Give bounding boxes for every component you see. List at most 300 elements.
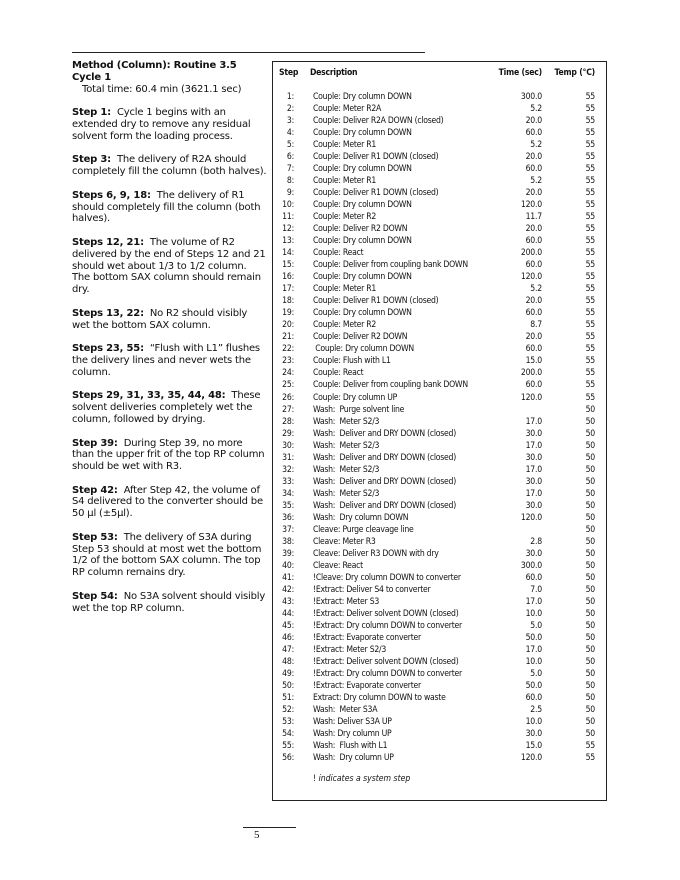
row-time: 7.0 bbox=[530, 584, 542, 595]
row-temp: 50 bbox=[585, 717, 595, 728]
table-row bbox=[273, 367, 606, 379]
row-temp: 55 bbox=[585, 212, 595, 223]
row-description: Couple: Deliver R1 DOWN (closed) bbox=[313, 152, 439, 163]
row-temp: 50 bbox=[585, 404, 595, 415]
steps-table bbox=[272, 61, 607, 801]
row-time: 30.0 bbox=[525, 452, 542, 463]
table-row bbox=[273, 548, 606, 560]
header-step: Step bbox=[279, 68, 299, 78]
row-step: 28: bbox=[282, 416, 294, 427]
row-step: 1: bbox=[286, 92, 294, 102]
row-step: 25: bbox=[282, 380, 294, 391]
row-time: 60.0 bbox=[525, 344, 542, 355]
row-temp: 50 bbox=[585, 464, 595, 475]
table-row bbox=[273, 560, 606, 572]
row-time: 15.0 bbox=[525, 741, 542, 752]
row-step: 22: bbox=[282, 344, 294, 355]
row-temp: 50 bbox=[585, 693, 595, 703]
row-description: Couple: Deliver R2A DOWN (closed) bbox=[313, 116, 444, 127]
row-step: 21: bbox=[282, 332, 294, 343]
row-time: 30.0 bbox=[525, 500, 542, 511]
note-paragraph bbox=[72, 190, 267, 225]
table-row bbox=[273, 740, 606, 752]
note-label: Steps 12, 21: bbox=[72, 236, 144, 248]
row-description: Wash: Deliver and DRY DOWN (closed) bbox=[313, 500, 456, 511]
row-temp: 55 bbox=[585, 92, 595, 102]
note-label: Steps 6, 9, 18: bbox=[72, 189, 151, 201]
row-description: Couple: Deliver from coupling bank DOWN bbox=[313, 260, 468, 271]
row-description: Couple: Meter R2 bbox=[313, 320, 377, 331]
row-temp: 55 bbox=[585, 200, 595, 211]
row-temp: 55 bbox=[585, 260, 595, 271]
row-time: 2.5 bbox=[530, 705, 542, 716]
row-time: 200.0 bbox=[520, 368, 542, 379]
row-step: 15: bbox=[282, 260, 294, 271]
row-step: 23: bbox=[282, 356, 294, 367]
note-text: The delivery of S3A during Step 53 should at most wet the bottom 1/2 of the bottom SAX column. The top RP column remains dry. bbox=[72, 531, 262, 579]
row-time: 10.0 bbox=[525, 656, 542, 667]
note-text: The volume of R2 delivered by the end of Steps 12 and 21 should wet about 1/3 to 1/2 column. The bottom SAX column should remain dry. bbox=[72, 236, 266, 296]
row-step: 55: bbox=[282, 741, 294, 752]
row-time: 8.7 bbox=[530, 320, 542, 331]
row-temp: 55 bbox=[585, 753, 595, 764]
note-text: The delivery of R1 should completely fill the column (both halves). bbox=[72, 189, 261, 225]
row-time: 50.0 bbox=[525, 632, 542, 643]
note-paragraph bbox=[72, 343, 267, 378]
row-time: 10.0 bbox=[525, 717, 542, 728]
row-time: 300.0 bbox=[520, 92, 542, 102]
row-step: 19: bbox=[282, 308, 294, 319]
row-step: 34: bbox=[282, 488, 294, 499]
table-row bbox=[273, 355, 606, 367]
row-description: Wash: Deliver and DRY DOWN (closed) bbox=[313, 476, 456, 487]
row-time: 120.0 bbox=[520, 512, 542, 523]
row-step: 48: bbox=[282, 656, 294, 667]
row-description: Couple: Dry column DOWN bbox=[313, 344, 414, 355]
table-row bbox=[273, 307, 606, 319]
row-time: 120.0 bbox=[520, 272, 542, 283]
row-time: 5.2 bbox=[530, 104, 542, 115]
row-description: Wash: Meter S2/3 bbox=[313, 416, 380, 427]
table-row bbox=[273, 608, 606, 620]
row-step: 45: bbox=[282, 620, 294, 631]
table-row bbox=[273, 584, 606, 596]
table-row bbox=[273, 632, 606, 644]
note-text: The delivery of R2A should completely fill the column (both halves). bbox=[72, 154, 267, 178]
table-row bbox=[273, 728, 606, 740]
row-description: Couple: Deliver R2 DOWN bbox=[313, 224, 408, 235]
table-row bbox=[273, 596, 606, 608]
row-step: 31: bbox=[282, 452, 294, 463]
row-description: !Extract: Dry column DOWN to converter bbox=[313, 668, 462, 679]
row-step: 17: bbox=[282, 284, 294, 295]
row-step: 18: bbox=[282, 296, 294, 307]
header-temp: Temp (°C) bbox=[554, 68, 595, 78]
row-step: 44: bbox=[282, 608, 294, 619]
table-row bbox=[273, 656, 606, 668]
row-description: Wash: Meter S2/3 bbox=[313, 464, 380, 475]
row-description: Couple: Dry column DOWN bbox=[313, 272, 412, 283]
row-temp: 55 bbox=[585, 224, 595, 235]
row-time: 30.0 bbox=[525, 428, 542, 439]
row-step: 20: bbox=[282, 320, 294, 331]
row-description: Cleave: Deliver R3 DOWN with dry bbox=[313, 548, 439, 559]
table-row bbox=[273, 452, 606, 464]
method-title-line1: Method (Column): Routine 3.5 bbox=[72, 60, 237, 71]
row-description: Couple: React bbox=[313, 368, 364, 379]
table-row bbox=[273, 91, 606, 103]
row-step: 6: bbox=[286, 152, 294, 163]
table-row bbox=[273, 115, 606, 127]
note-label: Step 53: bbox=[72, 531, 118, 543]
table-row bbox=[273, 716, 606, 728]
note-label: Step 1: bbox=[72, 107, 111, 119]
row-time: 60.0 bbox=[525, 260, 542, 271]
table-row bbox=[273, 163, 606, 175]
row-time: 5.2 bbox=[530, 176, 542, 187]
header-time: Time (sec) bbox=[498, 68, 542, 78]
note-label: Step 54: bbox=[72, 590, 118, 602]
row-description: Couple: Dry column DOWN bbox=[313, 92, 412, 102]
row-temp: 55 bbox=[585, 356, 595, 367]
row-time: 5.0 bbox=[530, 668, 542, 679]
row-temp: 55 bbox=[585, 116, 595, 127]
row-step: 47: bbox=[282, 644, 294, 655]
total-time: Total time: 60.4 min (3621.1 sec) bbox=[82, 83, 242, 95]
row-description: Couple: Dry column UP bbox=[313, 392, 398, 403]
table-row bbox=[273, 343, 606, 355]
row-time: 60.0 bbox=[525, 236, 542, 247]
row-time: 60.0 bbox=[525, 380, 542, 391]
table-row bbox=[273, 283, 606, 295]
row-time: 17.0 bbox=[525, 416, 542, 427]
row-temp: 50 bbox=[585, 560, 595, 571]
row-description: Couple: Deliver from coupling bank DOWN bbox=[313, 380, 468, 391]
row-temp: 50 bbox=[585, 548, 595, 559]
row-step: 12: bbox=[282, 224, 294, 235]
row-time: 200.0 bbox=[520, 248, 542, 259]
row-time: 120.0 bbox=[520, 753, 542, 764]
row-description: Wash: Dry column DOWN bbox=[313, 512, 409, 523]
row-step: 9: bbox=[286, 188, 294, 199]
row-step: 41: bbox=[282, 572, 294, 583]
table-row bbox=[273, 752, 606, 764]
row-description: Wash: Meter S3A bbox=[313, 705, 378, 716]
row-step: 35: bbox=[282, 500, 294, 511]
table-row bbox=[273, 139, 606, 151]
row-time: 120.0 bbox=[520, 200, 542, 211]
table-row bbox=[273, 692, 606, 704]
row-temp: 50 bbox=[585, 428, 595, 439]
table-row bbox=[273, 187, 606, 199]
row-description: !Cleave: Dry column DOWN to converter bbox=[313, 572, 461, 583]
row-temp: 55 bbox=[585, 380, 595, 391]
row-temp: 55 bbox=[585, 741, 595, 752]
row-temp: 55 bbox=[585, 152, 595, 163]
row-step: 50: bbox=[282, 680, 294, 691]
row-step: 43: bbox=[282, 596, 294, 607]
row-temp: 50 bbox=[585, 488, 595, 499]
note-text: After Step 42, the volume of S4 delivered to the converter should be 50 µl (±5µl). bbox=[72, 484, 263, 520]
row-time: 5.2 bbox=[530, 140, 542, 151]
row-step: 32: bbox=[282, 464, 294, 475]
note-paragraph bbox=[72, 438, 267, 473]
row-temp: 55 bbox=[585, 236, 595, 247]
row-time: 20.0 bbox=[525, 188, 542, 199]
table-row bbox=[273, 103, 606, 115]
row-temp: 50 bbox=[585, 596, 595, 607]
row-time: 60.0 bbox=[525, 128, 542, 139]
row-step: 7: bbox=[286, 164, 294, 175]
row-temp: 55 bbox=[585, 296, 595, 307]
row-step: 5: bbox=[286, 140, 294, 151]
row-step: 29: bbox=[282, 428, 294, 439]
row-description: Couple: Meter R1 bbox=[313, 140, 377, 151]
table-row bbox=[273, 331, 606, 343]
table-row bbox=[273, 379, 606, 391]
row-time: 17.0 bbox=[525, 464, 542, 475]
row-description: Cleave: React bbox=[313, 560, 363, 571]
row-temp: 55 bbox=[585, 320, 595, 331]
row-temp: 50 bbox=[585, 476, 595, 487]
row-temp: 55 bbox=[585, 368, 595, 379]
row-description: !Extract: Deliver solvent DOWN (closed) bbox=[313, 608, 459, 619]
row-step: 37: bbox=[282, 524, 294, 535]
row-description: Couple: Deliver R2 DOWN bbox=[313, 332, 408, 343]
row-description: Couple: Dry column DOWN bbox=[313, 200, 412, 211]
row-temp: 50 bbox=[585, 620, 595, 631]
row-description: Wash: Dry column UP bbox=[313, 753, 394, 764]
row-time: 10.0 bbox=[525, 608, 542, 619]
row-description: !Extract: Meter S2/3 bbox=[313, 644, 387, 655]
note-label: Step 3: bbox=[72, 154, 111, 166]
row-step: 27: bbox=[282, 404, 294, 415]
row-temp: 50 bbox=[585, 668, 595, 679]
row-temp: 50 bbox=[585, 536, 595, 547]
method-title-line2: Cycle 1 bbox=[72, 71, 112, 83]
row-description: !Extract: Evaporate converter bbox=[313, 680, 421, 691]
row-time: 50.0 bbox=[525, 680, 542, 691]
row-step: 8: bbox=[286, 176, 294, 187]
row-step: 2: bbox=[286, 104, 294, 115]
note-text: Cycle 1 begins with an extended dry to remove any residual solvent form the loading process. bbox=[72, 107, 251, 142]
row-step: 14: bbox=[282, 248, 294, 259]
row-description: Wash: Meter S2/3 bbox=[313, 440, 380, 451]
row-step: 42: bbox=[282, 584, 294, 595]
row-time: 20.0 bbox=[525, 116, 542, 127]
row-description: Couple: React bbox=[313, 248, 364, 259]
table-row bbox=[273, 295, 606, 307]
row-description: Couple: Meter R1 bbox=[313, 176, 377, 187]
row-time: 60.0 bbox=[525, 164, 542, 175]
header-description: Description bbox=[310, 68, 358, 78]
row-description: !Extract: Deliver solvent DOWN (closed) bbox=[313, 656, 459, 667]
row-description: !Extract: Evaporate converter bbox=[313, 632, 421, 643]
row-time: 11.7 bbox=[525, 212, 542, 223]
row-temp: 50 bbox=[585, 608, 595, 619]
table-row bbox=[273, 668, 606, 680]
row-time: 17.0 bbox=[525, 440, 542, 451]
row-temp: 55 bbox=[585, 284, 595, 295]
row-description: Wash: Deliver and DRY DOWN (closed) bbox=[313, 428, 456, 439]
table-row bbox=[273, 500, 606, 512]
row-description: Couple: Dry column DOWN bbox=[313, 164, 412, 175]
row-step: 39: bbox=[282, 548, 294, 559]
table-row bbox=[273, 464, 606, 476]
row-temp: 50 bbox=[585, 440, 595, 451]
row-temp: 55 bbox=[585, 104, 595, 115]
note-label: Step 42: bbox=[72, 484, 118, 496]
row-description: Couple: Dry column DOWN bbox=[313, 236, 412, 247]
note-label: Steps 29, 31, 33, 35, 44, 48: bbox=[72, 390, 226, 402]
table-row bbox=[273, 524, 606, 536]
row-description: Wash: Meter S2/3 bbox=[313, 488, 380, 499]
row-step: 38: bbox=[282, 536, 294, 547]
row-temp: 50 bbox=[585, 632, 595, 643]
notes-list bbox=[72, 107, 267, 614]
note-label: Step 39: bbox=[72, 437, 118, 449]
table-row bbox=[273, 319, 606, 331]
row-description: Wash: Deliver S3A UP bbox=[313, 717, 392, 728]
row-time: 60.0 bbox=[525, 308, 542, 319]
row-time: 17.0 bbox=[525, 488, 542, 499]
row-description: Couple: Flush with L1 bbox=[313, 356, 391, 367]
row-time: 300.0 bbox=[520, 560, 542, 571]
row-description: !Extract: Deliver S4 to converter bbox=[313, 584, 431, 595]
row-step: 56: bbox=[282, 753, 294, 764]
row-description: Couple: Dry column DOWN bbox=[313, 128, 412, 139]
note-paragraph bbox=[72, 532, 267, 579]
table-row bbox=[273, 247, 606, 259]
row-description: Couple: Meter R2 bbox=[313, 212, 377, 223]
row-temp: 55 bbox=[585, 188, 595, 199]
row-temp: 50 bbox=[585, 524, 595, 535]
note-label: Steps 13, 22: bbox=[72, 307, 144, 319]
note-paragraph bbox=[72, 485, 267, 520]
row-temp: 50 bbox=[585, 512, 595, 523]
page-number-rule bbox=[243, 827, 296, 828]
table-row bbox=[273, 151, 606, 163]
row-description: Wash: Dry column UP bbox=[313, 729, 392, 740]
table-row bbox=[273, 392, 606, 404]
row-time: 2.8 bbox=[530, 536, 542, 547]
row-step: 49: bbox=[282, 668, 294, 679]
row-temp: 50 bbox=[585, 500, 595, 511]
row-time: 5.0 bbox=[530, 620, 542, 631]
row-temp: 55 bbox=[585, 140, 595, 151]
row-step: 40: bbox=[282, 560, 294, 571]
row-step: 52: bbox=[282, 705, 294, 716]
note-paragraph bbox=[72, 591, 267, 615]
page-number: 5 bbox=[254, 829, 260, 841]
table-row bbox=[273, 644, 606, 656]
table-row bbox=[273, 704, 606, 716]
row-description: !Extract: Dry column DOWN to converter bbox=[313, 620, 462, 631]
note-paragraph bbox=[72, 154, 267, 178]
row-temp: 55 bbox=[585, 248, 595, 259]
footnote-text: indicates a system step bbox=[318, 774, 411, 784]
row-description: Cleave: Meter R3 bbox=[313, 536, 376, 547]
note-text: These solvent deliveries completely wet the column, followed by drying. bbox=[72, 390, 261, 425]
row-description: Cleave: Purge cleavage line bbox=[313, 524, 414, 535]
method-title bbox=[72, 60, 267, 84]
row-step: 53: bbox=[282, 717, 294, 728]
table-row bbox=[273, 476, 606, 488]
row-step: 16: bbox=[282, 272, 294, 283]
row-temp: 50 bbox=[585, 416, 595, 427]
table-row bbox=[273, 428, 606, 440]
row-temp: 50 bbox=[585, 584, 595, 595]
row-time: 120.0 bbox=[520, 392, 542, 403]
row-description: Couple: Meter R2A bbox=[313, 104, 382, 115]
table-row bbox=[273, 512, 606, 524]
note-paragraph bbox=[72, 107, 267, 142]
method-notes bbox=[72, 60, 267, 626]
note-label: Steps 23, 55: bbox=[72, 343, 144, 355]
row-description: Wash: Purge solvent line bbox=[313, 404, 405, 415]
row-temp: 50 bbox=[585, 572, 595, 583]
row-temp: 50 bbox=[585, 705, 595, 716]
row-time: 5.2 bbox=[530, 284, 542, 295]
row-time: 30.0 bbox=[525, 729, 542, 740]
row-step: 10: bbox=[282, 200, 294, 211]
row-time: 20.0 bbox=[525, 152, 542, 163]
row-step: 51: bbox=[282, 693, 294, 703]
row-step: 26: bbox=[282, 392, 294, 403]
table-row bbox=[273, 271, 606, 283]
row-step: 36: bbox=[282, 512, 294, 523]
row-time: 20.0 bbox=[525, 296, 542, 307]
row-step: 46: bbox=[282, 632, 294, 643]
row-description: Couple: Deliver R1 DOWN (closed) bbox=[313, 188, 439, 199]
table-row bbox=[273, 680, 606, 692]
footnote bbox=[313, 774, 646, 784]
table-row bbox=[273, 211, 606, 223]
row-step: 54: bbox=[282, 729, 294, 740]
row-temp: 50 bbox=[585, 452, 595, 463]
row-temp: 55 bbox=[585, 176, 595, 187]
row-step: 13: bbox=[282, 236, 294, 247]
table-row bbox=[273, 199, 606, 211]
note-paragraph bbox=[72, 237, 267, 296]
row-step: 24: bbox=[282, 368, 294, 379]
table-row bbox=[273, 620, 606, 632]
row-temp: 50 bbox=[585, 729, 595, 740]
row-description: Couple: Deliver R1 DOWN (closed) bbox=[313, 296, 439, 307]
row-time: 30.0 bbox=[525, 548, 542, 559]
row-time: 20.0 bbox=[525, 224, 542, 235]
footnote-mark: ! bbox=[313, 774, 317, 784]
table-row bbox=[273, 175, 606, 187]
row-step: 33: bbox=[282, 476, 294, 487]
note-text: During Step 39, no more than the upper frit of the top RP column should be wet with R3. bbox=[72, 437, 265, 473]
row-description: Wash: Deliver and DRY DOWN (closed) bbox=[313, 452, 456, 463]
row-temp: 55 bbox=[585, 272, 595, 283]
row-step: 4: bbox=[286, 128, 294, 139]
row-temp: 55 bbox=[585, 164, 595, 175]
note-paragraph bbox=[72, 390, 267, 425]
row-time: 60.0 bbox=[525, 572, 542, 583]
table-row bbox=[273, 127, 606, 139]
row-temp: 55 bbox=[585, 392, 595, 403]
row-description: Couple: Dry column DOWN bbox=[313, 308, 412, 319]
row-temp: 55 bbox=[585, 128, 595, 139]
table-row bbox=[273, 235, 606, 247]
row-step: 11: bbox=[282, 212, 294, 223]
row-temp: 50 bbox=[585, 656, 595, 667]
row-temp: 50 bbox=[585, 680, 595, 691]
note-paragraph bbox=[72, 308, 267, 332]
